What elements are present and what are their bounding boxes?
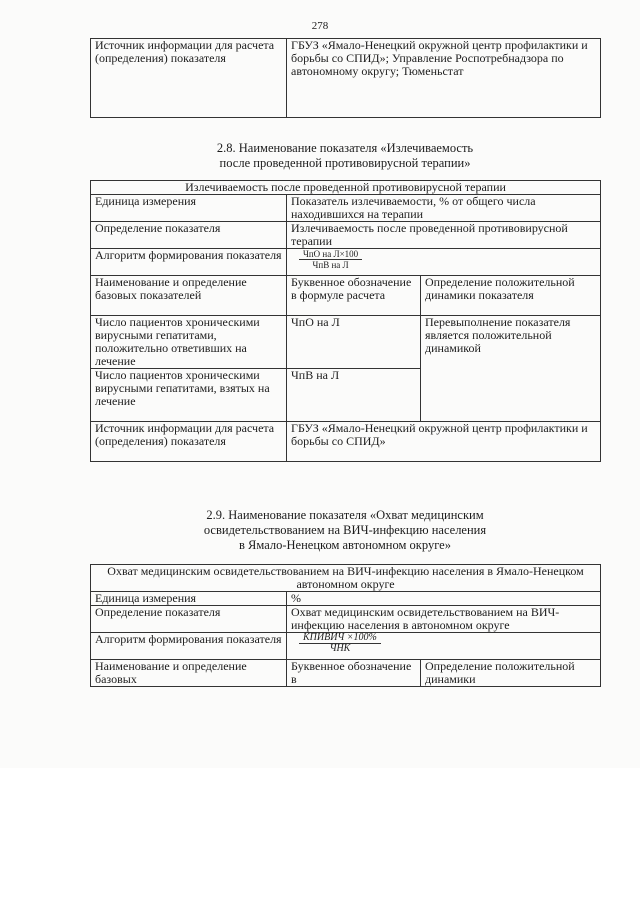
heading-line: освидетельствованием на ВИЧ-инфекцию населения [203, 523, 487, 537]
heading-line: после проведенной противовирусной терапии» [219, 156, 471, 170]
definition-label: Определение показателя [91, 222, 287, 249]
definition-value: Излечиваемость после проведенной противовирусной терапии [287, 222, 601, 249]
table-title: Охват медицинским освидетельствованием на ВИЧ-инфекцию населения в Ямало-Ненецком автономном округе [91, 565, 601, 592]
unit-value: Показатель излечиваемости, % от общего числа находившихся на терапии [287, 195, 601, 222]
table-row [91, 39, 601, 118]
column-header-symbol: Буквенное обозначение в [287, 660, 421, 687]
column-header-name: Наименование и определение базовых [91, 660, 287, 687]
heading-line: 2.9. Наименование показателя «Охват медицинским [206, 508, 484, 522]
algorithm-formula [287, 633, 601, 660]
definition-label: Определение показателя [91, 606, 287, 633]
algorithm-formula [287, 249, 601, 276]
formula-denominator: ЧНК [329, 643, 351, 654]
table-row [91, 249, 601, 276]
section-2-8-heading [90, 141, 600, 171]
unit-label: Единица измерения [91, 195, 287, 222]
base-indicator-symbol: ЧпО на Л [287, 316, 421, 369]
page-number: 278 [311, 20, 329, 32]
table-row [91, 633, 601, 660]
base-indicator-symbol: ЧпВ на Л [287, 369, 421, 422]
formula-fraction [299, 249, 362, 270]
source-label: Источник информации для расчета (определения) показателя [91, 39, 287, 118]
table-row [91, 422, 601, 462]
algorithm-label: Алгоритм формирования показателя [91, 249, 287, 276]
indicator-table-2-8 [90, 180, 601, 462]
column-header-symbol: Буквенное обозначение в формуле расчета [287, 276, 421, 316]
algorithm-label: Алгоритм формирования показателя [91, 633, 287, 660]
formula-numerator: КПИВИЧ ×100% [299, 633, 381, 644]
base-indicator-name: Число пациентов хроническими вирусными гепатитами, взятых на лечение [91, 369, 287, 422]
heading-line: в Ямало-Ненецком автономном округе» [239, 538, 451, 552]
indicator-table-2-9 [90, 564, 601, 687]
definition-value: Охват медицинским освидетельствованием на ВИЧ-инфекцию населения в автономном округе [287, 606, 601, 633]
unit-value: % [287, 592, 601, 606]
table-row [91, 181, 601, 195]
table-row [91, 660, 601, 687]
base-indicator-name: Число пациентов хроническими вирусными гепатитами, положительно ответивших на лечение [91, 316, 287, 369]
blank-area [0, 768, 640, 905]
unit-label: Единица измерения [91, 592, 287, 606]
positive-dynamics: Перевыполнение показателя является положительной динамикой [421, 316, 601, 422]
table-row [91, 606, 601, 633]
formula-numerator: ЧпО на Л×100 [299, 249, 362, 260]
table-row [91, 316, 601, 369]
formula-denominator: ЧпВ на Л [312, 260, 349, 270]
source-value: ГБУЗ «Ямало-Ненецкий окружной центр профилактики и борьбы со СПИД»; Управление Роспотребнадзора по автономному округу; Тюменьстат [287, 39, 601, 118]
source-value: ГБУЗ «Ямало-Ненецкий окружной центр профилактики и борьбы со СПИД» [287, 422, 601, 462]
table-row [91, 222, 601, 249]
table-row [91, 565, 601, 592]
table-row [91, 592, 601, 606]
source-table-top [90, 38, 601, 118]
table-row [91, 195, 601, 222]
column-header-dynamics: Определение положительной динамики показателя [421, 276, 601, 316]
formula-fraction [299, 633, 381, 654]
table-title: Излечиваемость после проведенной противовирусной терапии [91, 181, 601, 195]
heading-line: 2.8. Наименование показателя «Излечиваемость [216, 141, 474, 155]
table-row [91, 276, 601, 316]
section-2-9-heading [90, 508, 600, 553]
column-header-dynamics: Определение положительной динамики [421, 660, 601, 687]
column-header-name: Наименование и определение базовых показателей [91, 276, 287, 316]
source-label: Источник информации для расчета (определения) показателя [91, 422, 287, 462]
